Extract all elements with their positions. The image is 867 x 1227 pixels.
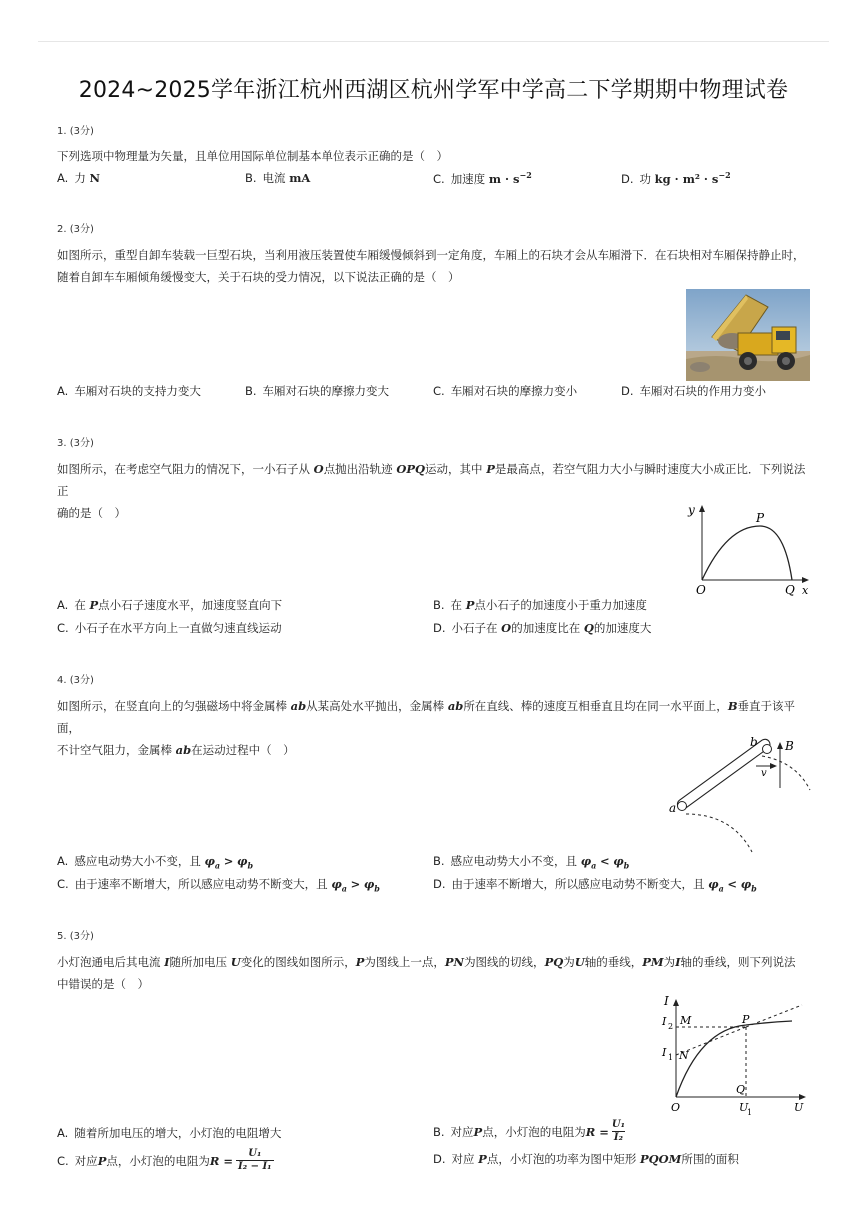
option-text: 小石子在水平方向上一直做匀速直线运动 (74, 621, 282, 635)
option-label: C. (433, 171, 445, 186)
question-text-line (57, 458, 809, 502)
math-var: P (97, 1153, 107, 1168)
text-run: 所在直线、棒的速度互相垂直且均在同一水平面上， (463, 699, 728, 713)
option-text: 小石子在 (451, 621, 502, 635)
question-text-line (57, 695, 809, 739)
math-var: φ (580, 854, 592, 868)
option-text: 随着所加电压的增大，小灯泡的电阻增大 (74, 1126, 282, 1140)
question-score: (3分) (69, 675, 94, 686)
math-var: Q (583, 621, 594, 635)
fraction-numerator: U₁ (248, 1148, 262, 1159)
math-var: R = (585, 1124, 609, 1139)
q3-option-a[interactable] (57, 597, 282, 613)
option-text: 车厢对石块的支持力变大 (74, 384, 201, 398)
math-var: PQ (544, 955, 564, 969)
option-sup: −2 (519, 170, 532, 180)
math-var: I (164, 955, 170, 969)
math-var: ab (175, 743, 192, 757)
math-sub: b (247, 860, 254, 871)
math-relation: < (727, 877, 738, 891)
math-var: φ (204, 854, 215, 868)
option-label: D. (621, 171, 634, 186)
question-1-text: 下列选项中物理量为矢量，且单位用国际单位制基本单位表示正确的是（ ） (57, 149, 448, 163)
option-label: A. (57, 171, 69, 185)
option-text: 由于速率不断增大，所以感应电动势不断变大，且 (74, 877, 332, 891)
text-run: 随所加电压 (169, 955, 231, 969)
point-n-label: N (679, 1049, 689, 1062)
question-2-number (57, 220, 94, 235)
math-var: O (313, 462, 324, 476)
option-text: 感应电动势大小不变，且 (450, 854, 581, 868)
math-var: U (574, 955, 585, 969)
question-5-text (57, 951, 809, 995)
velocity-v-label: v (761, 768, 767, 779)
question-5-number (57, 927, 94, 942)
option-text: 点，小灯泡的电阻为 (106, 1153, 210, 1168)
math-var: P (478, 1152, 487, 1166)
option-sup: −2 (718, 170, 731, 180)
q2-option-a[interactable] (57, 383, 201, 399)
axis-y-label: y (688, 503, 695, 517)
option-math: N (89, 171, 100, 185)
metal-rod-figure (664, 734, 812, 854)
iu-curve-figure (660, 993, 810, 1119)
i1-label: I (662, 1046, 667, 1059)
option-label: D. (433, 1152, 446, 1166)
math-var: ab (447, 699, 464, 713)
option-text: 车厢对石块的作用力变小 (639, 384, 767, 398)
option-text: 感应电动势大小不变，且 (74, 854, 205, 868)
q2-option-d[interactable] (621, 383, 766, 399)
option-label: A. (57, 854, 69, 868)
option-text: 对应 (74, 1153, 98, 1168)
option-text: 点，小灯泡的功率为图中矩形 (486, 1152, 640, 1166)
option-text: 在 (450, 598, 466, 612)
math-var: P (89, 598, 99, 612)
text-run: 为图线上一点， (364, 955, 445, 969)
fraction-numerator: U₁ (611, 1119, 626, 1130)
math-var: PQOM (639, 1152, 682, 1166)
point-q-label: Q (736, 1083, 746, 1096)
text-run: 点抛出沿轨迹 (323, 462, 397, 476)
option-text: 车厢对石块的摩擦力变大 (262, 384, 390, 398)
question-number: 1. (57, 126, 67, 137)
q5-option-d[interactable] (433, 1151, 739, 1167)
q1-option-a[interactable] (57, 170, 100, 186)
q5-option-a[interactable] (57, 1125, 281, 1141)
fraction (236, 1148, 273, 1173)
math-var: ab (290, 699, 307, 713)
option-text: 点，小灯泡的电阻为 (482, 1124, 586, 1139)
option-text: 在 (74, 598, 90, 612)
option-text: 对应 (450, 1124, 474, 1139)
math-var: φ (740, 877, 752, 891)
option-label: A. (57, 598, 69, 612)
math-relation: < (599, 854, 610, 868)
axis-i-label: I (664, 994, 669, 1008)
fraction-denominator: I₂ − I₁ (238, 1161, 272, 1172)
q4-option-d[interactable] (433, 876, 757, 893)
question-score: (3分) (69, 931, 94, 942)
dump-truck-image (686, 289, 810, 381)
option-text: 对应 (451, 1152, 479, 1166)
text-run: 从某高处水平抛出，金属棒 (306, 699, 448, 713)
axis-x-label: x (802, 584, 809, 596)
option-text: 点小石子的加速度小于重力加速度 (474, 598, 647, 612)
option-text: 的加速度比在 (511, 621, 584, 635)
option-text: 的加速度大 (593, 621, 652, 635)
math-var: O (501, 621, 512, 635)
question-text-line: 如图所示，重型自卸车装载一巨型石块，当利用液压装置使车厢缓慢倾斜到一定角度，车厢上的石块才会从车厢滑下．在石块相对车厢保持静止时， (57, 248, 805, 262)
option-label: B. (245, 384, 257, 398)
question-2-text (57, 244, 809, 288)
text-run: 不计空气阻力，金属棒 (57, 743, 176, 757)
option-math: mA (289, 171, 311, 185)
math-var: I (675, 955, 681, 969)
origin-o-label: O (671, 1101, 681, 1114)
q3-option-b[interactable] (433, 597, 647, 613)
q2-option-b[interactable] (245, 383, 389, 399)
math-sub: a (341, 883, 347, 894)
text-run: 如图所示，在考虑空气阻力的情况下，一小石子从 (57, 462, 314, 476)
option-label: B. (433, 854, 445, 868)
u1-label: U (739, 1101, 749, 1114)
option-text: 所围的面积 (681, 1152, 739, 1166)
math-sub: a (214, 860, 221, 871)
option-text: 由于速率不断增大，所以感应电动势不断变大，且 (451, 877, 709, 891)
point-p-label: P (756, 511, 765, 525)
option-label: A. (57, 384, 69, 398)
option-text: 点小石子速度水平，加速度竖直向下 (98, 598, 283, 612)
q4-option-b[interactable] (433, 853, 629, 870)
math-var: P (473, 1124, 483, 1139)
u1-sub-label: 1 (747, 1108, 753, 1117)
text-run: 运动，其中 (425, 462, 487, 476)
q5-option-b[interactable] (433, 1119, 625, 1144)
option-math: kg · m² · s (654, 171, 719, 186)
question-score: (3分) (69, 438, 94, 449)
q1-option-b[interactable] (245, 170, 310, 186)
question-1-number (57, 122, 94, 137)
q3-option-c[interactable] (57, 620, 282, 636)
text-run: 变化的图线如图所示， (240, 955, 356, 969)
text-run: 是最高点，若空气阻力大小与瞬时速度大小成正比．下列说法正 (57, 462, 806, 498)
math-var: OPQ (396, 462, 426, 476)
option-text: 车厢对石块的摩擦力变小 (450, 384, 578, 398)
text-run: 如图所示，在竖直向上的匀强磁场中将金属棒 (57, 699, 291, 713)
text-run: 小灯泡通电后其电流 (57, 955, 165, 969)
point-m-label: M (680, 1014, 692, 1027)
option-label: B. (245, 171, 257, 185)
math-var: P (486, 462, 495, 476)
question-3-number (57, 434, 94, 449)
option-label: D. (621, 384, 634, 398)
question-number: 3. (57, 438, 67, 449)
fraction (612, 1119, 625, 1144)
option-label: C. (433, 384, 445, 398)
text-run: 垂直于该平面， (57, 699, 796, 735)
math-sub: b (623, 860, 630, 871)
text-run: 为 (563, 955, 575, 969)
point-q-label: Q (785, 583, 795, 596)
question-number: 2. (57, 224, 67, 235)
math-var: φ (613, 854, 624, 868)
text-run: 为 (663, 955, 676, 969)
math-var: P (355, 955, 365, 969)
q4-option-a[interactable] (57, 853, 253, 870)
text-run: 为图线的切线， (464, 955, 545, 969)
i1-sub-label: 1 (668, 1053, 674, 1062)
q3-option-d[interactable] (433, 620, 651, 636)
option-label: B. (433, 598, 445, 612)
option-label: D. (433, 621, 446, 635)
math-var: U (230, 955, 241, 969)
rod-end-b-label: b (750, 735, 758, 749)
option-label: C. (57, 877, 69, 891)
trajectory-figure (682, 500, 810, 596)
math-var: φ (363, 877, 375, 891)
math-sub: b (374, 883, 380, 894)
page-title: 2024~2025学年浙江杭州西湖区杭州学军中学高二下学期期中物理试卷 (78, 78, 789, 103)
point-p-label: P (742, 1013, 750, 1026)
text-run: 轴的垂线，则下列说法 (680, 955, 796, 969)
i2-label: I (662, 1015, 667, 1028)
question-4-number (57, 671, 94, 686)
question-number: 5. (57, 931, 67, 942)
header-divider (38, 41, 829, 42)
q1-option-c[interactable] (433, 170, 532, 187)
math-var: PN (444, 955, 465, 969)
q1-option-d[interactable] (621, 170, 731, 187)
option-label: C. (57, 1153, 69, 1168)
math-var: φ (708, 877, 719, 891)
math-var: PM (642, 955, 664, 969)
option-math: m · s (488, 171, 520, 186)
math-var: B (727, 699, 738, 713)
text-run: 轴的垂线， (584, 955, 643, 969)
question-text-line: 确的是（ ） (57, 506, 126, 520)
option-label: C. (57, 621, 69, 635)
i2-sub-label: 2 (668, 1022, 674, 1031)
option-text: 力 (74, 171, 90, 185)
math-sub: a (591, 860, 597, 871)
question-text-line (57, 951, 809, 973)
math-var: φ (331, 877, 342, 891)
q2-option-c[interactable] (433, 383, 577, 399)
math-var: φ (237, 854, 248, 868)
question-text-line: 随着自卸车车厢倾角缓慢变大，关于石块的受力情况，以下说法正确的是（ ） (57, 270, 460, 284)
math-var: P (465, 598, 475, 612)
question-score: (3分) (69, 126, 94, 137)
rod-end-a-label: a (669, 801, 677, 815)
option-label: B. (433, 1124, 445, 1139)
option-text: 加速度 (450, 171, 489, 186)
option-text: 功 (639, 171, 655, 186)
q4-option-c[interactable] (57, 876, 380, 893)
math-relation: > (350, 877, 361, 891)
option-label: A. (57, 1126, 69, 1140)
point-o-label: O (696, 583, 706, 596)
question-text-line: 中错误的是（ ） (57, 977, 149, 991)
math-sub: a (718, 883, 724, 894)
question-score: (3分) (69, 224, 94, 235)
option-label: D. (433, 877, 446, 891)
question-number: 4. (57, 675, 67, 686)
q5-option-c[interactable] (57, 1148, 274, 1173)
axis-u-label: U (794, 1101, 804, 1114)
fraction-denominator: I₂ (613, 1132, 623, 1143)
math-sub: b (751, 883, 757, 894)
text-run: 在运动过程中（ ） (191, 743, 295, 757)
math-var: R = (209, 1153, 234, 1168)
field-b-label: B (785, 739, 794, 753)
math-relation: > (223, 854, 234, 868)
option-text: 电流 (262, 171, 290, 185)
